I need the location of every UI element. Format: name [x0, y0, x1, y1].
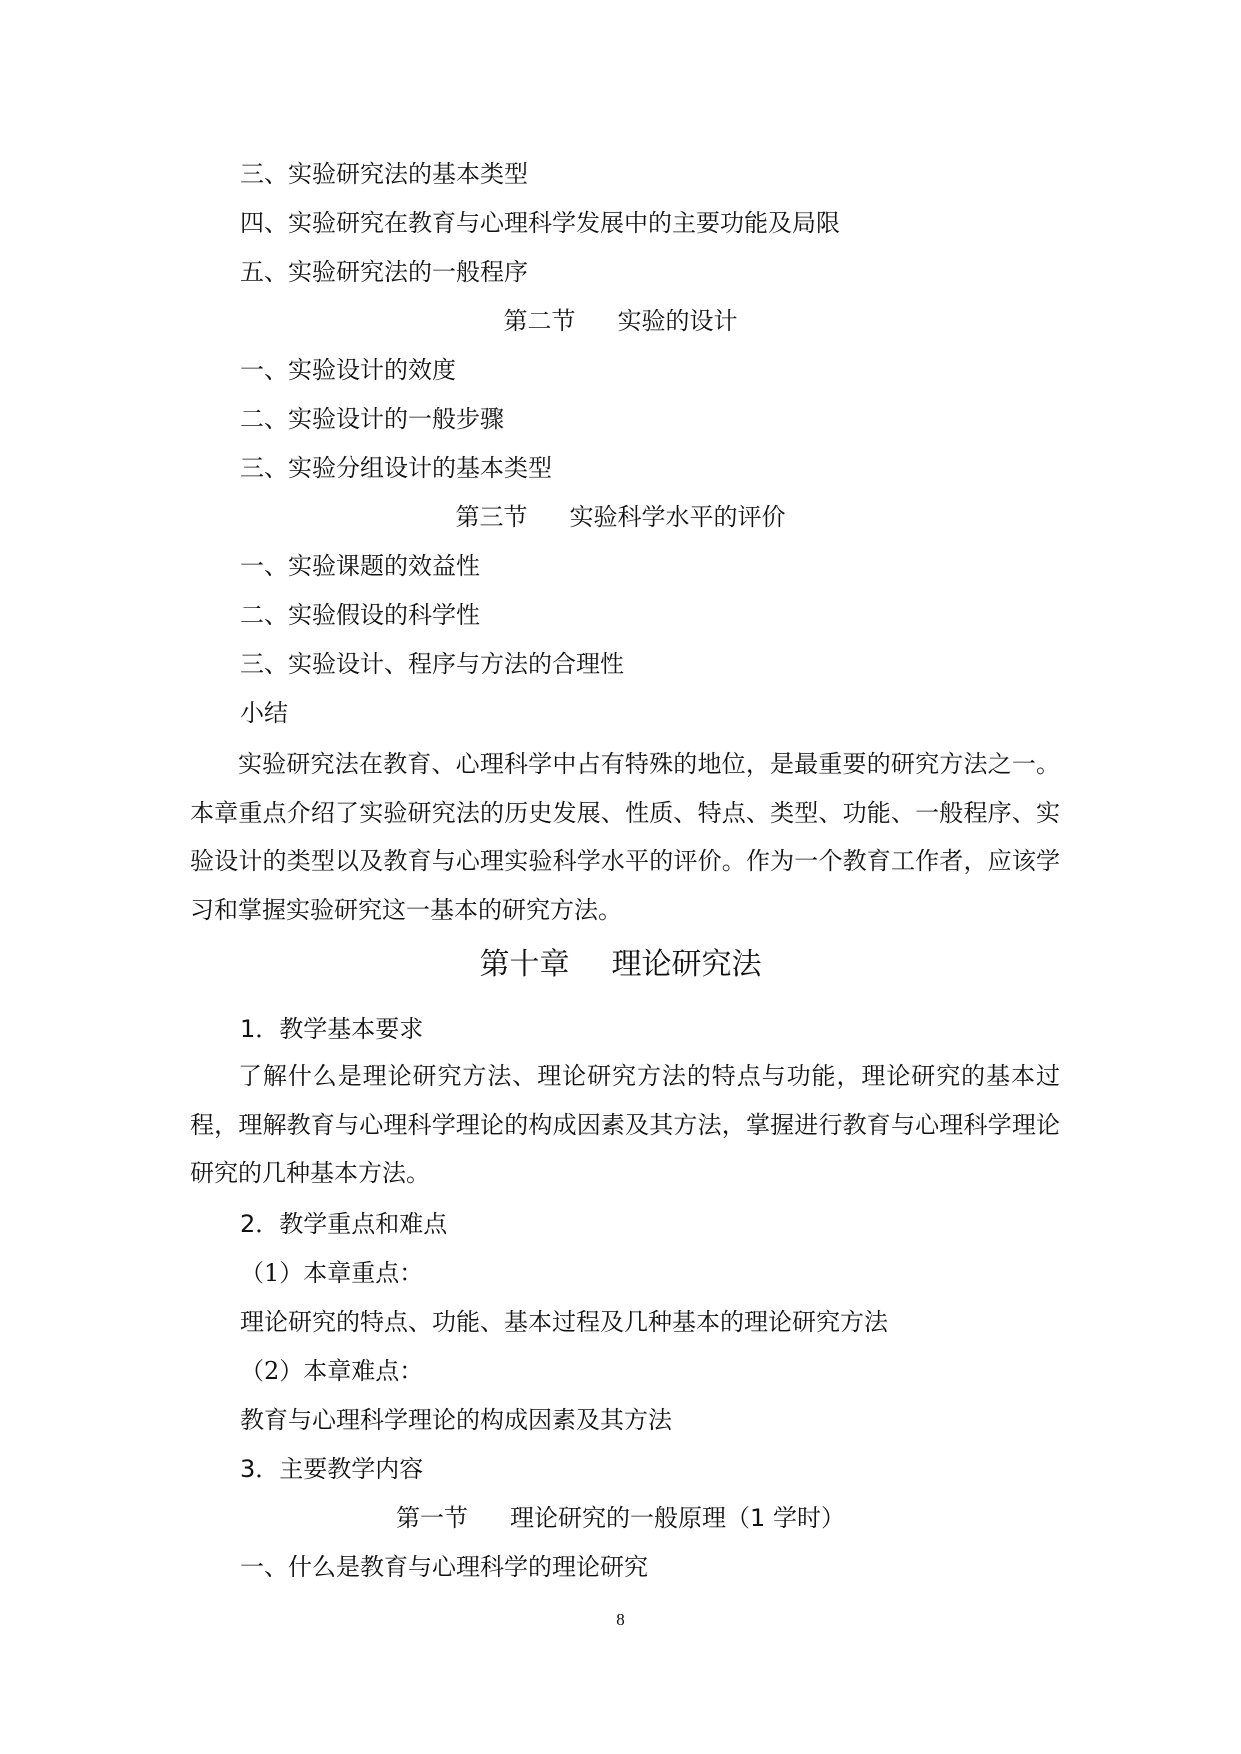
list-item: 一、实验设计的效度	[240, 356, 456, 384]
list-item: 二、实验设计的一般步骤	[240, 405, 504, 433]
page-number: 8	[616, 1610, 625, 1629]
requirements-paragraph	[190, 1052, 1060, 1198]
list-item: 三、实验研究法的基本类型	[240, 160, 528, 188]
section-title: 实验的设计	[617, 307, 738, 335]
section-heading	[0, 1502, 1241, 1534]
section-number: 第三节	[455, 503, 528, 531]
difficulties-subheading: （2）本章难点：	[240, 1357, 424, 1385]
list-item: 三、实验设计、程序与方法的合理性	[240, 650, 624, 678]
section-number: 第二节	[503, 307, 576, 335]
requirements-text: 了解什么是理论研究方法、理论研究方法的特点与功能，理论研究的基本过程，理解教育与心理科学理论的构成因素及其方法，掌握进行教育与心理科学理论研究的几种基本方法。	[190, 1062, 1060, 1187]
difficulties-text: 教育与心理科学理论的构成因素及其方法	[240, 1406, 672, 1434]
list-item: 一、什么是教育与心理科学的理论研究	[240, 1553, 648, 1581]
summary-paragraph	[190, 740, 1060, 934]
requirements-heading: 1．教学基本要求	[240, 1015, 424, 1043]
key-points-text: 理论研究的特点、功能、基本过程及几种基本的理论研究方法	[240, 1308, 888, 1336]
list-item: 三、实验分组设计的基本类型	[240, 454, 552, 482]
section-title: 理论研究的一般原理（1 学时）	[510, 1504, 845, 1532]
section-title: 实验科学水平的评价	[569, 503, 786, 531]
content-heading: 3．主要教学内容	[240, 1455, 424, 1483]
section-heading	[0, 501, 1241, 533]
summary-heading: 小结	[240, 699, 288, 727]
summary-text: 实验研究法在教育、心理科学中占有特殊的地位，是最重要的研究方法之一。本章重点介绍了实验研究法的历史发展、性质、特点、类型、功能、一般程序、实验设计的类型以及教育与心理实验科学水平的评价。作为一个教育工作者，应该学习和掌握实验研究这一基本的研究方法。	[190, 750, 1060, 924]
chapter-number: 第十章	[479, 947, 570, 982]
list-item: 二、实验假设的科学性	[240, 601, 480, 629]
list-item: 五、实验研究法的一般程序	[240, 258, 528, 286]
list-item: 一、实验课题的效益性	[240, 552, 480, 580]
key-points-heading: 2．教学重点和难点	[240, 1210, 448, 1238]
chapter-name: 理论研究法	[611, 947, 762, 982]
list-item: 四、实验研究在教育与心理科学发展中的主要功能及局限	[240, 209, 840, 237]
section-heading	[0, 305, 1241, 337]
key-points-subheading: （1）本章重点：	[240, 1259, 424, 1287]
chapter-title	[0, 945, 1241, 985]
section-number: 第一节	[396, 1504, 469, 1532]
